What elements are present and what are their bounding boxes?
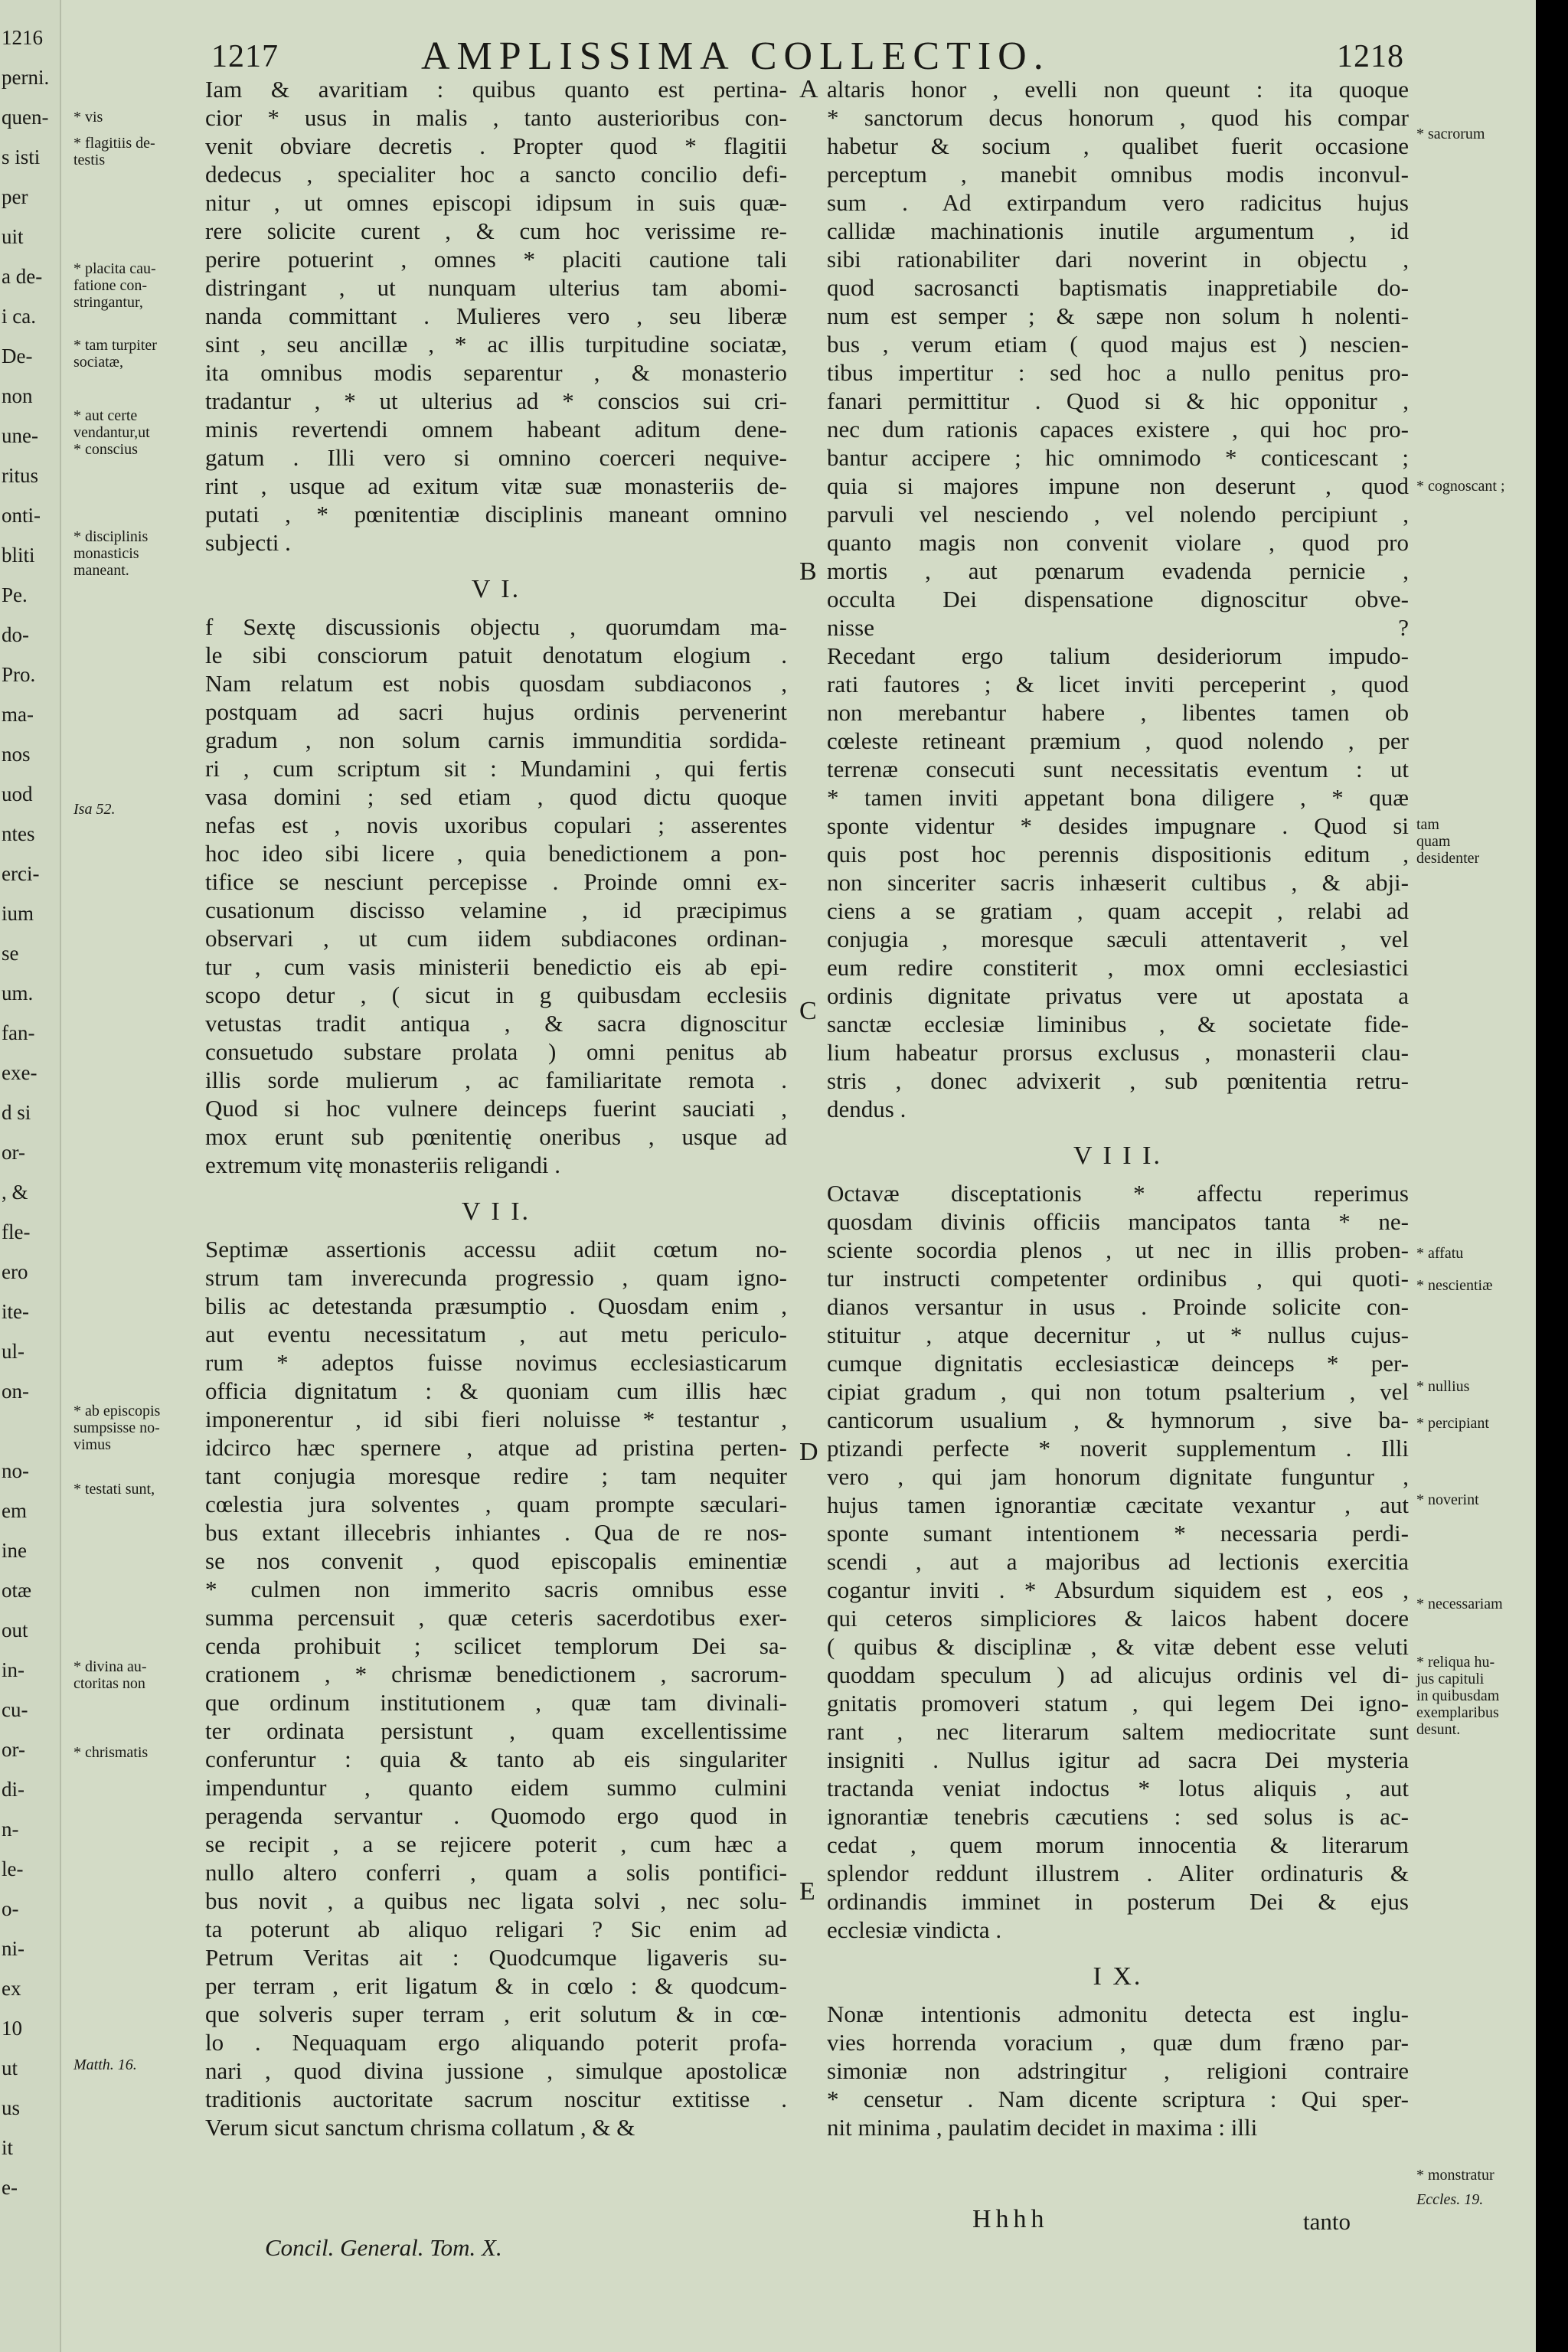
text-line: ignorantiæ tenebris cæcutiens : sed solus is ac- bbox=[827, 1803, 1409, 1830]
text-line: cogantur inviti . * Absurdum siquidem est , eos , bbox=[827, 1576, 1409, 1603]
text-line: ta poterunt ab aliquo religari ? Sic enim ad bbox=[205, 1916, 787, 1942]
edge-fragment: De- bbox=[2, 345, 33, 368]
text-line: habetur & socium , qualibet fuerit occasione bbox=[827, 132, 1409, 159]
left-margin-notes bbox=[74, 0, 204, 2352]
edge-fragment: perni. bbox=[2, 66, 50, 89]
text-line: cusationum discisso velamine , id præcipimus bbox=[205, 897, 787, 923]
section-viii-text bbox=[827, 1179, 1409, 1944]
text-line: rati fautores ; & licet inviti perceperint , quod bbox=[827, 671, 1409, 697]
text-line: Recedant ergo talium desideriorum impudo- bbox=[827, 642, 1409, 669]
text-line: gradum , non solum carnis immunditia sordida- bbox=[205, 727, 787, 753]
text-line: se nos convenit , quod episcopalis eminentiæ bbox=[205, 1547, 787, 1574]
signature-mark: Hhhh bbox=[972, 2205, 1049, 2233]
margin-note-placita: * placita cau- fatione con- stringantur, bbox=[74, 260, 156, 311]
edge-fragment: ul- bbox=[2, 1340, 24, 1363]
text-line: Quod si hoc vulnere deinceps fuerint sauciati , bbox=[205, 1095, 787, 1122]
text-line: eum redire constiterit , mox omni ecclesiastici bbox=[827, 954, 1409, 981]
edge-fragment: do- bbox=[2, 623, 29, 646]
edge-fragment: Pe. bbox=[2, 583, 28, 606]
text-line: occulta Dei dispensatione dignoscitur obve- bbox=[827, 586, 1409, 612]
margin-note-vis: * vis bbox=[74, 109, 103, 126]
left-page-number: 1217 bbox=[211, 39, 279, 74]
text-line: se recipit , a se rejicere poterit , cum hæc a bbox=[205, 1831, 787, 1857]
margin-note-nescientiae: * nescientiæ bbox=[1416, 1277, 1493, 1294]
section-letter-e: E bbox=[799, 1877, 815, 1906]
text-line: ciens a se gratiam , quam accepit , relabi ad bbox=[827, 897, 1409, 924]
text-line: cenda prohibuit ; scilicet templorum Dei sa- bbox=[205, 1632, 787, 1659]
text-line: Iam & avaritiam : quibus quanto est pertina- bbox=[205, 76, 787, 103]
text-line: que solveris super terram , erit solutum & in cœ- bbox=[205, 2001, 787, 2027]
text-line: sciente socordia plenos , ut nec in illis proben- bbox=[827, 1236, 1409, 1263]
text-line: que ordinum institutionem , quæ tam divinali- bbox=[205, 1689, 787, 1716]
text-line: cipiat gradum , qui non totum psalterium , vel bbox=[827, 1378, 1409, 1405]
text-line: terrenæ consecuti sunt necessitatis eventum : ut bbox=[827, 756, 1409, 782]
text-line: quod sacrosancti baptismatis inappretiabile do- bbox=[827, 274, 1409, 301]
edge-fragment: or- bbox=[2, 1738, 25, 1761]
text-line: insigniti . Nullus igitur ad sacra Dei mysteria bbox=[827, 1746, 1409, 1773]
edge-fragment: a de- bbox=[2, 265, 43, 288]
text-line: nullo altero conferri , quam a solis pontifici- bbox=[205, 1859, 787, 1886]
text-line: sibi rationabiliter dari noverint in objectu , bbox=[827, 246, 1409, 273]
text-line: parvuli vel nesciendo , vel nolendo percipiunt , bbox=[827, 501, 1409, 528]
edge-fragment: ium bbox=[2, 902, 34, 925]
text-line: cœleste retineant præmium , quod nolendo , per bbox=[827, 727, 1409, 754]
margin-note-noverint: * noverint bbox=[1416, 1491, 1479, 1508]
edge-fragment: s isti bbox=[2, 145, 41, 168]
section-heading-ix: I X. bbox=[1093, 1962, 1143, 1991]
text-line: * censetur . Nam dicente scriptura : Qui sper- bbox=[827, 2086, 1409, 2112]
edge-fragment: ma- bbox=[2, 703, 34, 726]
margin-note-cognoscant: * cognoscant ; bbox=[1416, 478, 1505, 495]
text-line: conjugia , moresque sæculi attentaverit , vel bbox=[827, 926, 1409, 952]
edge-fragment: cu- bbox=[2, 1698, 28, 1721]
text-line: cior * usus in malis , tanto austerioribus con- bbox=[205, 104, 787, 131]
text-line: non sinceriter sacris inhæserit cultibus , & abji- bbox=[827, 869, 1409, 896]
margin-note-monstratur: * monstratur bbox=[1416, 2167, 1494, 2184]
right-text-column bbox=[827, 75, 1409, 2141]
right-page-number: 1218 bbox=[1337, 39, 1404, 74]
text-line: idcirco hæc spernere , atque ad pristina perten- bbox=[205, 1434, 787, 1461]
text-line: ordinis dignitate privatus vere ut apostata a bbox=[827, 982, 1409, 1009]
text-line: mox erunt sub pœnitentię oneribus , usque ad bbox=[205, 1123, 787, 1150]
text-line: sum . Ad extirpandum vero radicitus hujus bbox=[827, 189, 1409, 216]
text-line: gnitatis promoveri statum , qui legem Dei igno- bbox=[827, 1690, 1409, 1717]
edge-fragment: um. bbox=[2, 982, 34, 1004]
text-line: gatum . Illi vero si omnino coerceri nequive- bbox=[205, 444, 787, 471]
text-line: aut eventu necessitatum , aut metu periculo- bbox=[205, 1321, 787, 1348]
edge-fragment: per bbox=[2, 185, 28, 208]
text-line: nitur , ut omnes episcopi idipsum in suis quæ- bbox=[205, 189, 787, 216]
text-line: observari , ut cum iidem subdiacones ordinan- bbox=[205, 925, 787, 952]
edge-fragment: fle- bbox=[2, 1220, 31, 1243]
margin-note-necessariam: * necessariam bbox=[1416, 1596, 1503, 1612]
text-line: rere solicite curent , & cum hoc verissime re- bbox=[205, 217, 787, 244]
edge-fragment: 10 bbox=[2, 2017, 22, 2040]
edge-fragment: in- bbox=[2, 1658, 24, 1681]
text-line: ter ordinata persistunt , quam excellentissime bbox=[205, 1717, 787, 1744]
margin-note-ab-episcopis: * ab episcopis sumpsisse no- vimus bbox=[74, 1403, 161, 1453]
text-line: bus novit , a quibus nec ligata solvi , nec solu- bbox=[205, 1887, 787, 1914]
section-vii-text bbox=[205, 1235, 787, 2141]
text-line: bus extant illecebris inhiantes . Qua de re nos- bbox=[205, 1519, 787, 1546]
text-line: splendor reddunt illustrem . Aliter ordinaturis & bbox=[827, 1860, 1409, 1886]
text-line: quis post hoc perennis dispositionis editum , bbox=[827, 841, 1409, 867]
edge-fragment: exe- bbox=[2, 1061, 38, 1084]
text-line: lium habeatur prorsus exclusus , monasterii clau- bbox=[827, 1039, 1409, 1066]
section-ix-text bbox=[827, 2000, 1409, 2141]
text-line: nit minima , paulatim decidet in maxima : illi bbox=[827, 2114, 1258, 2141]
text-line: tant conjugia moresque redire ; tam nequiter bbox=[205, 1462, 787, 1489]
text-line: ptizandi perfecte * noverit supplementum . Illi bbox=[827, 1435, 1409, 1462]
edge-fragment: erci- bbox=[2, 862, 40, 885]
text-line: nanda committant . Mulieres vero , seu liberæ bbox=[205, 302, 787, 329]
text-line: scendi , aut a majoribus ad lectionis exercitia bbox=[827, 1548, 1409, 1575]
margin-note-flagitiis: * flagitiis de- testis bbox=[74, 135, 155, 168]
text-line: nisse ? bbox=[827, 614, 1409, 641]
edge-fragment: out bbox=[2, 1619, 28, 1642]
text-line: rint , usque ad exitum vitæ suæ monasteriis de- bbox=[205, 472, 787, 499]
edge-fragment: ni- bbox=[2, 1937, 24, 1960]
text-line: cœlestia jura solventes , quam prompte sæculari- bbox=[205, 1491, 787, 1517]
margin-note-percipiant: * percipiant bbox=[1416, 1415, 1489, 1432]
edge-fragment: non bbox=[2, 384, 33, 407]
edge-fragment: ite- bbox=[2, 1300, 29, 1323]
left-text-column bbox=[205, 75, 787, 2141]
text-line: imponerentur , id sibi fieri noluisse * testantur , bbox=[205, 1406, 787, 1432]
edge-fragment: o- bbox=[2, 1897, 19, 1920]
edge-fragment: us bbox=[2, 2096, 21, 2119]
text-line: callidæ machinationis inutile argumentum , id bbox=[827, 217, 1409, 244]
text-line: per terram , erit ligatum & in cœlo : & quodcum- bbox=[205, 1972, 787, 1999]
text-line: le sibi consciorum patuit denotatum elogium . bbox=[205, 642, 787, 668]
text-line: dendus . bbox=[827, 1096, 906, 1122]
text-line: tibus impertitur : sed hoc a nullo penitus pro- bbox=[827, 359, 1409, 386]
text-line: consuetudo substare prolata ) omni penitus ab bbox=[205, 1038, 787, 1065]
margin-note-eccles: Eccles. 19. bbox=[1416, 2191, 1484, 2208]
text-line: sponte sumant intentionem * necessaria perdi- bbox=[827, 1520, 1409, 1547]
section-letter-d: D bbox=[799, 1438, 818, 1466]
text-line: cedat , quem morum innocentia & literarum bbox=[827, 1831, 1409, 1858]
edge-fragment: Pro. bbox=[2, 663, 36, 686]
text-line: nec dum rationis capaces existere , qui hoc pro- bbox=[827, 416, 1409, 443]
footer-source: Concil. General. Tom. X. bbox=[265, 2234, 502, 2261]
text-line: venit obviare decretis . Propter quod * flagitii bbox=[205, 132, 787, 159]
edge-fragment: le- bbox=[2, 1857, 24, 1880]
edge-fragment: , & bbox=[2, 1181, 28, 1204]
edge-fragment: em bbox=[2, 1499, 27, 1522]
text-line: lo . Nequaquam ergo aliquando poterit profa- bbox=[205, 2029, 787, 2056]
edge-fragment: it bbox=[2, 2136, 14, 2159]
section-heading-vii: V I I. bbox=[461, 1197, 531, 1226]
edge-fragment: ut bbox=[2, 2056, 18, 2079]
text-line: subjecti . bbox=[205, 529, 291, 556]
section-letter-c: C bbox=[799, 997, 817, 1025]
text-line: f Sextę discussionis objectu , quorumdam ma- bbox=[205, 613, 787, 640]
margin-note-nullius: * nullius bbox=[1416, 1378, 1470, 1395]
text-line: sanctæ ecclesiæ liminibus , & societate fide- bbox=[827, 1011, 1409, 1037]
edge-fragment: or- bbox=[2, 1141, 25, 1164]
margin-note-chrismatis: * chrismatis bbox=[74, 1744, 149, 1761]
text-line: Verum sicut sanctum chrisma collatum , & & bbox=[205, 2114, 635, 2141]
text-line: stris , donec advixerit , sub pœnitentia retru- bbox=[827, 1067, 1409, 1094]
text-line: canticorum usualium , & hymnorum , sive ba- bbox=[827, 1406, 1409, 1433]
text-line: ( quibus & disciplinæ , & vitæ debent esse veluti bbox=[827, 1633, 1409, 1660]
text-line: vies horrenda voracium , quæ dum fræno par- bbox=[827, 2029, 1409, 2056]
text-line: tifice se nesciunt percepisse . Proinde omni ex- bbox=[205, 868, 787, 895]
text-line: minis revertendi omnem habeant aditum dene- bbox=[205, 416, 787, 443]
margin-note-reliqua: * reliqua hu- jus capituli in quibusdam exemplaribus desunt. bbox=[1416, 1654, 1500, 1738]
text-line: distringant , ut nunquam ulterius tam abomi- bbox=[205, 274, 787, 301]
text-line: * tamen inviti appetant bona diligere , * quæ bbox=[827, 784, 1409, 811]
text-line: rant , nec literarum saltem mediocritate sunt bbox=[827, 1718, 1409, 1745]
edge-fragment: onti- bbox=[2, 504, 41, 527]
text-line: postquam ad sacri hujus ordinis pervenerint bbox=[205, 698, 787, 725]
text-line: ita omnibus modis separentur , & monasterio bbox=[205, 359, 787, 386]
text-line: simoniæ non adstringitur , religioni contraire bbox=[827, 2057, 1409, 2084]
text-line: Nam relatum est nobis quosdam subdiaconos , bbox=[205, 670, 787, 697]
edge-fragment: di- bbox=[2, 1778, 24, 1801]
edge-fragment: ex bbox=[2, 1977, 21, 2000]
text-line: conferuntur : quia & tanto ab eis singulariter bbox=[205, 1746, 787, 1772]
text-line: vetustas tradit antiqua , & sacra dignoscitur bbox=[205, 1010, 787, 1037]
text-line: non merebantur habere , libentes tamen ob bbox=[827, 699, 1409, 726]
text-line: qui ceteros simpliciores & laicos habent docere bbox=[827, 1605, 1409, 1632]
text-line: hoc ideo sibi licere , quia benedictionem a pon- bbox=[205, 840, 787, 867]
edge-fragment: uod bbox=[2, 782, 33, 805]
edge-fragment: no- bbox=[2, 1459, 29, 1482]
text-line: rum * adeptos fuisse novimus ecclesiasticarum bbox=[205, 1349, 787, 1376]
text-line: quosdam divinis officiis mancipatos tanta * ne- bbox=[827, 1208, 1409, 1235]
text-line: strum tam inverecunda progressio , quam igno- bbox=[205, 1264, 787, 1291]
left-intro-paragraph bbox=[205, 75, 787, 557]
margin-note-divina: * divina au- ctoritas non bbox=[74, 1658, 147, 1692]
edge-fragment: uit bbox=[2, 225, 24, 248]
edge-fragment: ine bbox=[2, 1539, 27, 1562]
edge-fragment: n- bbox=[2, 1818, 19, 1841]
text-line: mortis , aut pœnarum evadenda pernicie , bbox=[827, 557, 1409, 584]
margin-note-matth: Matth. 16. bbox=[74, 2056, 137, 2073]
text-line: tur instructi competenter ordinibus , qui quoti- bbox=[827, 1265, 1409, 1292]
text-line: Septimæ assertionis accessu adiit cœtum no- bbox=[205, 1236, 787, 1263]
text-line: Octavæ disceptationis * affectu reperimus bbox=[827, 1180, 1409, 1207]
text-line: altaris honor , evelli non queunt : ita quoque bbox=[827, 76, 1409, 103]
text-line: bus , verum etiam ( quod majus est ) nescien- bbox=[827, 331, 1409, 358]
text-line: extremum vitę monasteriis religandi . bbox=[205, 1152, 561, 1178]
previous-page-edge bbox=[0, 0, 61, 2352]
section-letter-b: B bbox=[799, 557, 817, 586]
margin-note-affatu: * affatu bbox=[1416, 1245, 1464, 1262]
edge-fragment: ntes bbox=[2, 822, 35, 845]
text-line: cumque dignitatis ecclesiasticæ deinceps * per- bbox=[827, 1350, 1409, 1377]
text-line: Petrum Veritas ait : Quodcumque ligaveris su- bbox=[205, 1944, 787, 1971]
section-vi-text bbox=[205, 612, 787, 1179]
edge-fragment: d si bbox=[2, 1101, 31, 1124]
section-heading-vi: V I. bbox=[471, 575, 521, 603]
text-line: impenduntur , quanto eidem summo culmini bbox=[205, 1774, 787, 1801]
text-line: Nonæ intentionis admonitu detecta est inglu- bbox=[827, 2001, 1409, 2027]
edge-fragment: e- bbox=[2, 2176, 18, 2199]
edge-fragment: bliti bbox=[2, 544, 35, 567]
text-line: * sanctorum decus honorum , quod his compar bbox=[827, 104, 1409, 131]
text-line: tradantur , * ut ulterius ad * conscios sui cri- bbox=[205, 387, 787, 414]
text-line: peragenda servantur . Quomodo ergo quod in bbox=[205, 1802, 787, 1829]
text-line: perceptum , manebit omnibus modis inconvul- bbox=[827, 161, 1409, 188]
text-line: quia si majores impune non deserunt , quod bbox=[827, 472, 1409, 499]
edge-fragment: quen- bbox=[2, 106, 49, 129]
text-line: hujus tamen ignorantiæ cæcitate vexantur , aut bbox=[827, 1491, 1409, 1518]
text-line: perire potuerint , omnes * placiti cautione tali bbox=[205, 246, 787, 273]
margin-note-tam-quam: tam quam desidenter bbox=[1416, 816, 1480, 867]
text-line: scopo detur , ( sicut in g quibusdam ecclesiis bbox=[205, 982, 787, 1008]
right-margin-notes bbox=[1416, 0, 1536, 2352]
edge-fragment: i ca. bbox=[2, 305, 36, 328]
text-line: ri , cum scriptum sit : Mundamini , qui fertis bbox=[205, 755, 787, 782]
margin-note-tam-turpiter: * tam turpiter sociatæ, bbox=[74, 337, 157, 371]
text-line: crationem , * chrismæ benedictionem , sacrorum- bbox=[205, 1661, 787, 1687]
text-line: dianos versantur in usus . Proinde solicite con- bbox=[827, 1293, 1409, 1320]
text-line: nari , quod divina jussione , simulque apostolicæ bbox=[205, 2057, 787, 2084]
text-line: * culmen non immerito sacris omnibus esse bbox=[205, 1576, 787, 1602]
margin-note-sacrorum: * sacrorum bbox=[1416, 126, 1485, 142]
text-line: summa percensuit , quæ ceteris sacerdotibus exer- bbox=[205, 1604, 787, 1631]
text-line: bilis ac detestanda præsumptio . Quosdam enim , bbox=[205, 1292, 787, 1319]
text-line: tur , cum vasis ministerii benedictio eis ab epi- bbox=[205, 953, 787, 980]
text-line: vasa domini ; sed etiam , quod dictu quoque bbox=[205, 783, 787, 810]
text-line: ecclesiæ vindicta . bbox=[827, 1916, 1002, 1943]
section-letter-a: A bbox=[799, 75, 818, 103]
right-intro-paragraph bbox=[827, 75, 1409, 1123]
text-line: nefas est , novis uxoribus copulari ; asserentes bbox=[205, 812, 787, 838]
text-line: illis sorde mulierum , ac familiaritate remota . bbox=[205, 1067, 787, 1093]
running-title: AMPLISSIMA COLLECTIO. bbox=[421, 34, 1050, 78]
text-line: vero , qui jam honorum dignitate funguntur , bbox=[827, 1463, 1409, 1490]
edge-fragment: otæ bbox=[2, 1579, 32, 1602]
margin-note-disciplinis: * disciplinis monasticis maneant. bbox=[74, 528, 149, 579]
edge-fragment: ero bbox=[2, 1260, 28, 1283]
edge-fragment: on- bbox=[2, 1380, 29, 1403]
edge-fragment: une- bbox=[2, 424, 38, 447]
text-line: sint , seu ancillæ , * ac illis turpitudine sociatæ, bbox=[205, 331, 787, 358]
text-line: num est semper ; & sæpe non solum h nolenti- bbox=[827, 302, 1409, 329]
edge-fragment: fan- bbox=[2, 1021, 35, 1044]
text-line: stituitur , atque decernitur , ut * nullus cujus- bbox=[827, 1321, 1409, 1348]
text-line: putati , * pœnitentiæ disciplinis maneant omnino bbox=[205, 501, 787, 528]
section-heading-viii: V I I I. bbox=[1073, 1142, 1162, 1170]
catchword: tanto bbox=[1303, 2208, 1351, 2235]
margin-note-aut-certe: * aut certe vendantur,ut * conscius bbox=[74, 407, 150, 458]
text-line: quanto magis non convenit violare , quod pro bbox=[827, 529, 1409, 556]
margin-note-testati: * testati sunt, bbox=[74, 1481, 155, 1498]
text-line: dedecus , specialiter hoc a sancto concilio defi- bbox=[205, 161, 787, 188]
edge-fragment: 1216 bbox=[2, 26, 43, 49]
edge-fragment: ritus bbox=[2, 464, 39, 487]
text-line: traditionis auctoritate sacrum noscitur extitisse . bbox=[205, 2086, 787, 2112]
text-line: quoddam speculum ) ad alicujus ordinis vel di- bbox=[827, 1661, 1409, 1688]
edge-fragment: nos bbox=[2, 743, 31, 766]
text-line: ordinandis imminet in posterum Dei & ejus bbox=[827, 1888, 1409, 1915]
text-line: bantur accipere ; hic omnimodo * conticescant ; bbox=[827, 444, 1409, 471]
margin-note-isa: Isa 52. bbox=[74, 801, 116, 818]
text-line: sponte videntur * desides impugnare . Quod si bbox=[827, 812, 1409, 839]
text-line: officia dignitatum : & quoniam cum illis hæc bbox=[205, 1377, 787, 1404]
text-line: fanari permittitur . Quod si & hic opponitur , bbox=[827, 387, 1409, 414]
text-line: tractanda veniat indoctus * lotus aliquis , aut bbox=[827, 1775, 1409, 1802]
edge-fragment: se bbox=[2, 942, 19, 965]
